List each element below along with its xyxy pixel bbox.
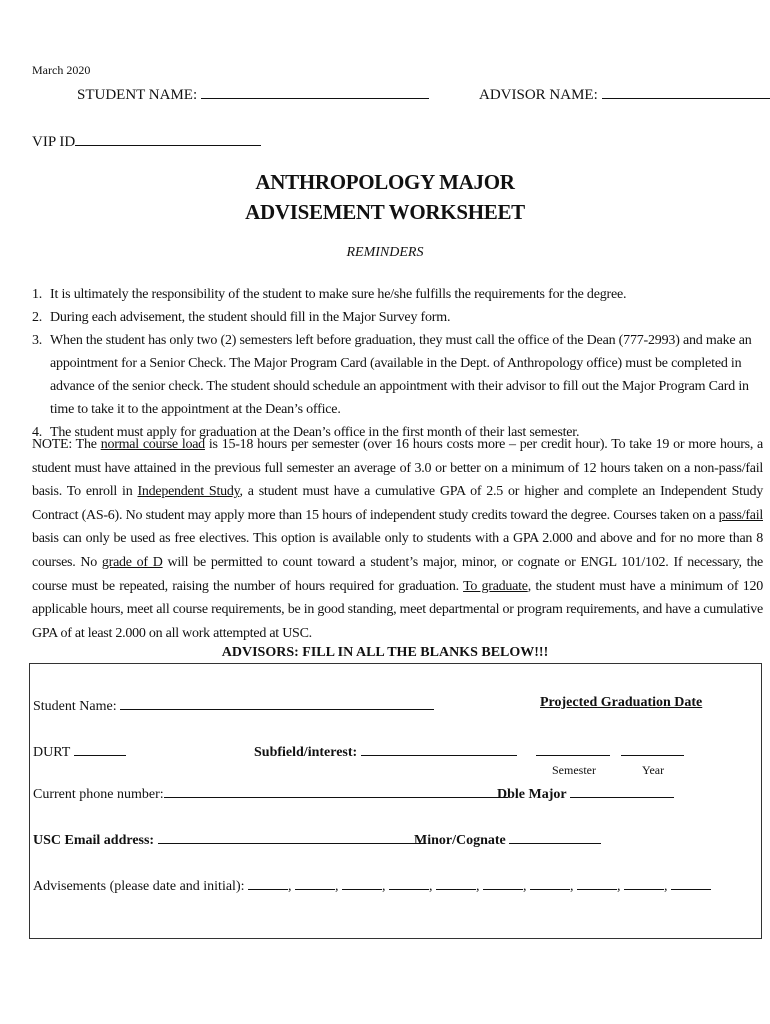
advisement-blank[interactable] bbox=[342, 876, 382, 890]
advisement-blank[interactable] bbox=[436, 876, 476, 890]
form-student-name-blank[interactable] bbox=[120, 695, 434, 710]
subfield-blank[interactable] bbox=[361, 741, 517, 756]
form-student-name-row bbox=[33, 695, 434, 715]
email-blank[interactable] bbox=[158, 829, 426, 844]
durt-row bbox=[33, 741, 126, 761]
subfield-row bbox=[254, 741, 517, 761]
durt-blank[interactable] bbox=[74, 741, 126, 756]
semester-label: Semester bbox=[552, 763, 596, 777]
advisement-blank[interactable] bbox=[577, 876, 617, 890]
advisement-blank[interactable] bbox=[483, 876, 523, 890]
page-title-line2: ADVISEMENT WORKSHEET bbox=[245, 200, 525, 224]
durt-label: DURT bbox=[33, 745, 71, 760]
advisement-blank[interactable] bbox=[389, 876, 429, 890]
list-item-number: 4. bbox=[32, 425, 43, 440]
list-item-text: The student must apply for graduation at the Dean’s office in the first month of their last semester. bbox=[50, 425, 580, 440]
form-student-name-label: Student Name: bbox=[33, 699, 117, 714]
phone-row bbox=[33, 783, 508, 803]
note-paragraph bbox=[32, 433, 763, 645]
list-item bbox=[32, 283, 762, 306]
note-underlined: grade of D bbox=[101, 554, 163, 570]
note-underlined: Independent Study bbox=[137, 484, 240, 500]
vip-id-row bbox=[32, 131, 261, 151]
advisor-name-row bbox=[479, 84, 770, 104]
note-underlined: pass/fail bbox=[718, 507, 763, 523]
student-name-label: STUDENT NAME: bbox=[77, 87, 198, 103]
subfield-label: Subfield/interest: bbox=[254, 745, 358, 760]
semester-blank[interactable] bbox=[536, 741, 610, 756]
advisor-name-blank[interactable] bbox=[602, 84, 770, 99]
year-label: Year bbox=[642, 763, 665, 777]
list-item-number: 3. bbox=[32, 333, 43, 348]
advisement-blank[interactable] bbox=[624, 876, 664, 890]
list-item-text: It is ultimately the responsibility of the student to make sure he/she fulfills the requirements for the degree. bbox=[50, 287, 627, 302]
minor-row bbox=[414, 829, 601, 849]
list-item bbox=[32, 329, 762, 421]
advisement-blank[interactable] bbox=[671, 876, 711, 890]
phone-label: Current phone number: bbox=[33, 787, 164, 802]
projected-graduation-label: Projected Graduation Date bbox=[540, 695, 703, 710]
year-blank[interactable] bbox=[621, 741, 684, 756]
note-text: is 15-18 hours per semester (over 16 hours costs more – per credit hour). To take 19 or more hours, a student must have attained in the previous full semester an average of 3.0 or better on a minimum of 12 hours taken on a non-pass/fail basis. To enroll in bbox=[32, 437, 764, 500]
minor-label: Minor/Cognate bbox=[414, 833, 506, 848]
advisement-blank[interactable] bbox=[248, 876, 288, 890]
reminders-heading: REMINDERS bbox=[346, 245, 424, 260]
dble-major-row bbox=[497, 783, 674, 803]
list-item-text: When the student has only two (2) semesters left before graduation, they must call the office of the Dean (777-2993) and make an appointment for a Senior Check. The Major Program Card (available in the Dept. of Anthropology office) must be completed in advance of the senior check. The student should schedule an appointment with their advisor to fill out the Major Program Card in time to take it to the appointment at the Dean’s office. bbox=[50, 333, 752, 417]
list-item bbox=[32, 306, 762, 329]
advisement-blank[interactable] bbox=[295, 876, 335, 890]
note-text: , a student must have a cumulative GPA of 2.5 or higher and complete an Independent Study Contract (AS-6). No student may apply more than 15 hours of independent study credits toward the degree. Courses taken on a bbox=[32, 484, 763, 523]
page-title-line1: ANTHROPOLOGY MAJOR bbox=[255, 170, 515, 194]
advisements-row: Advisements (please date and initial): , , , , , , , , , bbox=[33, 876, 711, 895]
note-text: NOTE: The bbox=[32, 437, 101, 452]
minor-blank[interactable] bbox=[509, 829, 601, 844]
vip-id-label: VIP ID bbox=[32, 134, 76, 150]
vip-id-blank[interactable] bbox=[75, 131, 261, 146]
dble-major-blank[interactable] bbox=[570, 783, 674, 798]
note-underlined: To graduate bbox=[463, 578, 528, 594]
list-item-number: 1. bbox=[32, 287, 43, 302]
advisor-name-label: ADVISOR NAME: bbox=[479, 87, 598, 103]
document-date: March 2020 bbox=[32, 63, 91, 77]
email-row bbox=[33, 829, 426, 849]
email-label: USC Email address: bbox=[33, 833, 155, 848]
note-underlined: normal course load bbox=[100, 437, 205, 452]
advisors-heading: ADVISORS: FILL IN ALL THE BLANKS BELOW!!! bbox=[221, 645, 549, 660]
list-item-text: During each advisement, the student should fill in the Major Survey form. bbox=[50, 310, 451, 325]
student-name-row bbox=[77, 84, 429, 104]
note-text: basis can only be used as free electives. This option is available only to students with a GPA 2.000 and above and for no more than 8 courses. No bbox=[32, 531, 763, 570]
advisement-blank[interactable] bbox=[530, 876, 570, 890]
note-text: , the student must have a minimum of 120 applicable hours, meet all course requirements, be in good standing, meet departmental or program requirements, and have a cumulative GPA of at least 2.000 on all work attempted at USC. bbox=[32, 578, 763, 641]
list-item-number: 2. bbox=[32, 310, 43, 325]
dble-major-label: Dble Major bbox=[497, 787, 567, 802]
reminders-list bbox=[32, 283, 762, 444]
phone-blank[interactable] bbox=[164, 783, 508, 798]
advisements-label: Advisements (please date and initial): bbox=[33, 879, 245, 894]
student-name-blank[interactable] bbox=[201, 84, 429, 99]
note-text: will be permitted to count toward a student’s major, minor, or cognate or ENGL 101/102. If necessary, the course must be repeated, raising the number of hours required for graduation. bbox=[32, 554, 763, 594]
